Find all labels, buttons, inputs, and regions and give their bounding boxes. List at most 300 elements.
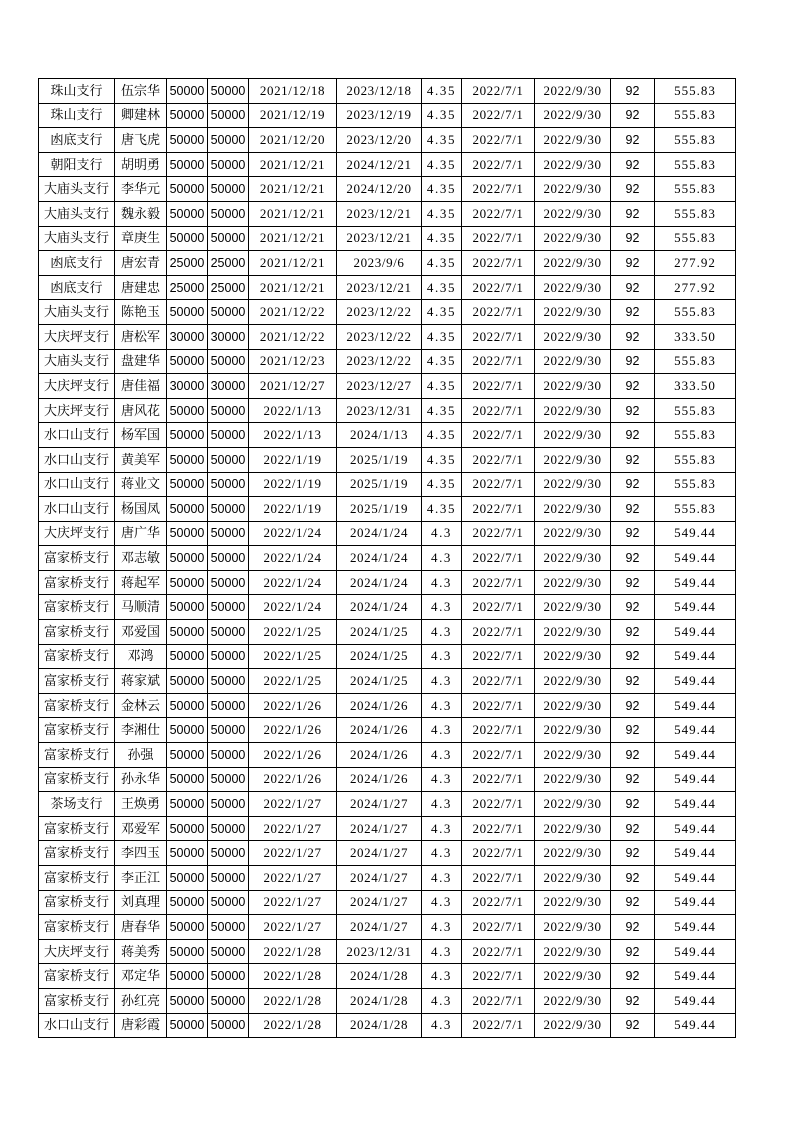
period-end-date-cell: 2022/9/30 [535, 816, 611, 841]
loan-start-date-cell: 2021/12/18 [249, 79, 337, 104]
interest-rate-cell: 4.3 [422, 767, 462, 792]
interest-rate-cell: 4.35 [422, 374, 462, 399]
period-start-date-cell: 2022/7/1 [462, 521, 535, 546]
balance-cell: 50000 [208, 718, 249, 743]
branch-cell: 富家桥支行 [39, 595, 115, 620]
loan-start-date-cell: 2022/1/13 [249, 423, 337, 448]
balance-cell: 50000 [208, 767, 249, 792]
branch-cell: 大庆坪支行 [39, 374, 115, 399]
balance-cell: 50000 [208, 201, 249, 226]
interest-amount-cell: 549.44 [655, 915, 736, 940]
loan-start-date-cell: 2022/1/24 [249, 570, 337, 595]
loan-end-date-cell: 2024/1/27 [337, 890, 422, 915]
table-row [39, 767, 736, 792]
loan-start-date-cell: 2022/1/19 [249, 497, 337, 522]
period-end-date-cell: 2022/9/30 [535, 128, 611, 153]
customer-name-cell: 唐佳福 [115, 374, 167, 399]
interest-rate-cell: 4.35 [422, 423, 462, 448]
table-row [39, 226, 736, 251]
days-cell: 92 [611, 718, 655, 743]
customer-name-cell: 黄美军 [115, 447, 167, 472]
table-row [39, 201, 736, 226]
interest-amount-cell: 555.83 [655, 226, 736, 251]
branch-cell: 富家桥支行 [39, 620, 115, 645]
customer-name-cell: 唐广华 [115, 521, 167, 546]
loan-start-date-cell: 2022/1/13 [249, 398, 337, 423]
period-end-date-cell: 2022/9/30 [535, 743, 611, 768]
interest-rate-cell: 4.35 [422, 251, 462, 276]
period-start-date-cell: 2022/7/1 [462, 595, 535, 620]
customer-name-cell: 唐松军 [115, 324, 167, 349]
interest-amount-cell: 555.83 [655, 423, 736, 448]
table-row [39, 251, 736, 276]
days-cell: 92 [611, 816, 655, 841]
interest-rate-cell: 4.35 [422, 103, 462, 128]
balance-cell: 50000 [208, 620, 249, 645]
days-cell: 92 [611, 324, 655, 349]
loan-amount-cell: 50000 [167, 792, 208, 817]
period-start-date-cell: 2022/7/1 [462, 128, 535, 153]
period-end-date-cell: 2022/9/30 [535, 226, 611, 251]
period-end-date-cell: 2022/9/30 [535, 300, 611, 325]
interest-amount-cell: 555.83 [655, 472, 736, 497]
loan-end-date-cell: 2024/1/26 [337, 767, 422, 792]
interest-rate-cell: 4.3 [422, 915, 462, 940]
period-start-date-cell: 2022/7/1 [462, 300, 535, 325]
balance-cell: 30000 [208, 374, 249, 399]
interest-rate-cell: 4.3 [422, 939, 462, 964]
branch-cell: 珠山支行 [39, 103, 115, 128]
loan-amount-cell: 50000 [167, 1013, 208, 1038]
loan-amount-cell: 50000 [167, 939, 208, 964]
customer-name-cell: 蒋起军 [115, 570, 167, 595]
period-end-date-cell: 2022/9/30 [535, 866, 611, 891]
interest-amount-cell: 549.44 [655, 939, 736, 964]
loan-end-date-cell: 2023/9/6 [337, 251, 422, 276]
loan-start-date-cell: 2022/1/24 [249, 546, 337, 571]
table-row [39, 128, 736, 153]
loan-end-date-cell: 2024/1/27 [337, 915, 422, 940]
table-row [39, 718, 736, 743]
period-start-date-cell: 2022/7/1 [462, 767, 535, 792]
loan-end-date-cell: 2023/12/31 [337, 939, 422, 964]
period-end-date-cell: 2022/9/30 [535, 939, 611, 964]
loan-end-date-cell: 2024/12/20 [337, 177, 422, 202]
period-end-date-cell: 2022/9/30 [535, 718, 611, 743]
customer-name-cell: 唐建忠 [115, 275, 167, 300]
customer-name-cell: 蒋家斌 [115, 669, 167, 694]
period-start-date-cell: 2022/7/1 [462, 374, 535, 399]
balance-cell: 50000 [208, 128, 249, 153]
interest-amount-cell: 549.44 [655, 521, 736, 546]
days-cell: 92 [611, 644, 655, 669]
balance-cell: 50000 [208, 964, 249, 989]
loan-start-date-cell: 2022/1/26 [249, 743, 337, 768]
interest-amount-cell: 555.83 [655, 79, 736, 104]
period-end-date-cell: 2022/9/30 [535, 324, 611, 349]
branch-cell: 大庙头支行 [39, 300, 115, 325]
interest-amount-cell: 549.44 [655, 570, 736, 595]
balance-cell: 50000 [208, 521, 249, 546]
days-cell: 92 [611, 226, 655, 251]
branch-cell: 大庙头支行 [39, 349, 115, 374]
loan-end-date-cell: 2023/12/21 [337, 275, 422, 300]
customer-name-cell: 胡明勇 [115, 152, 167, 177]
customer-name-cell: 卿建林 [115, 103, 167, 128]
days-cell: 92 [611, 792, 655, 817]
days-cell: 92 [611, 669, 655, 694]
loan-start-date-cell: 2022/1/28 [249, 988, 337, 1013]
interest-rate-cell: 4.35 [422, 275, 462, 300]
loan-start-date-cell: 2022/1/27 [249, 866, 337, 891]
period-start-date-cell: 2022/7/1 [462, 497, 535, 522]
loan-amount-cell: 50000 [167, 866, 208, 891]
days-cell: 92 [611, 939, 655, 964]
days-cell: 92 [611, 915, 655, 940]
balance-cell: 50000 [208, 988, 249, 1013]
table-row [39, 349, 736, 374]
balance-cell: 50000 [208, 841, 249, 866]
interest-rate-cell: 4.35 [422, 472, 462, 497]
loan-start-date-cell: 2022/1/19 [249, 472, 337, 497]
loan-amount-cell: 50000 [167, 718, 208, 743]
table-row [39, 324, 736, 349]
loan-end-date-cell: 2024/1/27 [337, 792, 422, 817]
loan-amount-cell: 50000 [167, 349, 208, 374]
interest-rate-cell: 4.35 [422, 226, 462, 251]
loan-amount-cell: 50000 [167, 669, 208, 694]
loan-amount-cell: 30000 [167, 324, 208, 349]
days-cell: 92 [611, 497, 655, 522]
table-row [39, 964, 736, 989]
branch-cell: 水口山支行 [39, 1013, 115, 1038]
period-end-date-cell: 2022/9/30 [535, 497, 611, 522]
interest-amount-cell: 549.44 [655, 1013, 736, 1038]
period-start-date-cell: 2022/7/1 [462, 103, 535, 128]
loan-amount-cell: 25000 [167, 251, 208, 276]
interest-amount-cell: 555.83 [655, 447, 736, 472]
days-cell: 92 [611, 743, 655, 768]
period-start-date-cell: 2022/7/1 [462, 152, 535, 177]
loan-end-date-cell: 2024/1/28 [337, 1013, 422, 1038]
period-start-date-cell: 2022/7/1 [462, 79, 535, 104]
days-cell: 92 [611, 521, 655, 546]
period-start-date-cell: 2022/7/1 [462, 620, 535, 645]
interest-rate-cell: 4.35 [422, 300, 462, 325]
table-row [39, 743, 736, 768]
loan-amount-cell: 25000 [167, 275, 208, 300]
interest-amount-cell: 555.83 [655, 152, 736, 177]
period-end-date-cell: 2022/9/30 [535, 251, 611, 276]
interest-amount-cell: 555.83 [655, 128, 736, 153]
customer-name-cell: 李湘仕 [115, 718, 167, 743]
customer-name-cell: 魏永毅 [115, 201, 167, 226]
interest-amount-cell: 555.83 [655, 103, 736, 128]
interest-amount-cell: 555.83 [655, 349, 736, 374]
interest-rate-cell: 4.35 [422, 398, 462, 423]
loan-start-date-cell: 2022/1/26 [249, 693, 337, 718]
interest-rate-cell: 4.35 [422, 497, 462, 522]
days-cell: 92 [611, 398, 655, 423]
branch-cell: 富家桥支行 [39, 890, 115, 915]
interest-amount-cell: 549.44 [655, 546, 736, 571]
period-end-date-cell: 2022/9/30 [535, 398, 611, 423]
branch-cell: 富家桥支行 [39, 718, 115, 743]
balance-cell: 50000 [208, 816, 249, 841]
balance-cell: 50000 [208, 177, 249, 202]
period-end-date-cell: 2022/9/30 [535, 1013, 611, 1038]
loan-end-date-cell: 2024/1/13 [337, 423, 422, 448]
branch-cell: 富家桥支行 [39, 816, 115, 841]
loan-end-date-cell: 2024/1/25 [337, 644, 422, 669]
loan-start-date-cell: 2021/12/22 [249, 324, 337, 349]
loan-end-date-cell: 2024/1/24 [337, 595, 422, 620]
table-row [39, 841, 736, 866]
table-row [39, 866, 736, 891]
loan-start-date-cell: 2021/12/19 [249, 103, 337, 128]
balance-cell: 50000 [208, 447, 249, 472]
period-end-date-cell: 2022/9/30 [535, 669, 611, 694]
customer-name-cell: 邓志敏 [115, 546, 167, 571]
interest-rate-cell: 4.3 [422, 546, 462, 571]
balance-cell: 50000 [208, 595, 249, 620]
table-row [39, 398, 736, 423]
branch-cell: 大庙头支行 [39, 177, 115, 202]
customer-name-cell: 金林云 [115, 693, 167, 718]
loan-end-date-cell: 2023/12/19 [337, 103, 422, 128]
customer-name-cell: 杨军国 [115, 423, 167, 448]
branch-cell: 大庙头支行 [39, 201, 115, 226]
days-cell: 92 [611, 866, 655, 891]
balance-cell: 50000 [208, 693, 249, 718]
interest-rate-cell: 4.3 [422, 792, 462, 817]
interest-amount-cell: 555.83 [655, 300, 736, 325]
loan-amount-cell: 50000 [167, 103, 208, 128]
loan-start-date-cell: 2021/12/21 [249, 201, 337, 226]
branch-cell: 水口山支行 [39, 447, 115, 472]
branch-cell: 富家桥支行 [39, 743, 115, 768]
loan-start-date-cell: 2022/1/27 [249, 816, 337, 841]
period-end-date-cell: 2022/9/30 [535, 349, 611, 374]
branch-cell: 富家桥支行 [39, 964, 115, 989]
period-start-date-cell: 2022/7/1 [462, 743, 535, 768]
days-cell: 92 [611, 988, 655, 1013]
period-end-date-cell: 2022/9/30 [535, 472, 611, 497]
loan-start-date-cell: 2021/12/21 [249, 152, 337, 177]
balance-cell: 50000 [208, 226, 249, 251]
days-cell: 92 [611, 620, 655, 645]
days-cell: 92 [611, 546, 655, 571]
period-start-date-cell: 2022/7/1 [462, 915, 535, 940]
loan-end-date-cell: 2024/1/27 [337, 841, 422, 866]
loan-amount-cell: 50000 [167, 423, 208, 448]
customer-name-cell: 孙强 [115, 743, 167, 768]
customer-name-cell: 王焕勇 [115, 792, 167, 817]
customer-name-cell: 邓鸿 [115, 644, 167, 669]
period-start-date-cell: 2022/7/1 [462, 866, 535, 891]
days-cell: 92 [611, 1013, 655, 1038]
period-end-date-cell: 2022/9/30 [535, 792, 611, 817]
loan-start-date-cell: 2022/1/24 [249, 595, 337, 620]
period-start-date-cell: 2022/7/1 [462, 1013, 535, 1038]
period-end-date-cell: 2022/9/30 [535, 620, 611, 645]
loan-amount-cell: 50000 [167, 398, 208, 423]
period-start-date-cell: 2022/7/1 [462, 792, 535, 817]
interest-rate-cell: 4.3 [422, 669, 462, 694]
balance-cell: 50000 [208, 644, 249, 669]
period-start-date-cell: 2022/7/1 [462, 939, 535, 964]
balance-cell: 50000 [208, 743, 249, 768]
loan-start-date-cell: 2021/12/22 [249, 300, 337, 325]
interest-rate-cell: 4.3 [422, 890, 462, 915]
balance-cell: 25000 [208, 251, 249, 276]
table-row [39, 497, 736, 522]
interest-amount-cell: 549.44 [655, 816, 736, 841]
period-start-date-cell: 2022/7/1 [462, 201, 535, 226]
loan-amount-cell: 50000 [167, 128, 208, 153]
branch-cell: 大庆坪支行 [39, 324, 115, 349]
customer-name-cell: 唐彩霞 [115, 1013, 167, 1038]
table-row [39, 103, 736, 128]
customer-name-cell: 邓爱军 [115, 816, 167, 841]
interest-rate-cell: 4.35 [422, 79, 462, 104]
branch-cell: 富家桥支行 [39, 767, 115, 792]
customer-name-cell: 孙红亮 [115, 988, 167, 1013]
balance-cell: 50000 [208, 1013, 249, 1038]
period-start-date-cell: 2022/7/1 [462, 570, 535, 595]
interest-amount-cell: 549.44 [655, 767, 736, 792]
period-end-date-cell: 2022/9/30 [535, 546, 611, 571]
table-row [39, 620, 736, 645]
customer-name-cell: 孙永华 [115, 767, 167, 792]
period-end-date-cell: 2022/9/30 [535, 595, 611, 620]
period-end-date-cell: 2022/9/30 [535, 964, 611, 989]
loan-start-date-cell: 2021/12/23 [249, 349, 337, 374]
interest-amount-cell: 549.44 [655, 743, 736, 768]
table-row [39, 1013, 736, 1038]
period-start-date-cell: 2022/7/1 [462, 890, 535, 915]
interest-amount-cell: 333.50 [655, 324, 736, 349]
loan-start-date-cell: 2022/1/25 [249, 644, 337, 669]
branch-cell: 凼底支行 [39, 128, 115, 153]
branch-cell: 富家桥支行 [39, 915, 115, 940]
interest-rate-cell: 4.3 [422, 620, 462, 645]
customer-name-cell: 刘真理 [115, 890, 167, 915]
balance-cell: 50000 [208, 398, 249, 423]
document-sheet [38, 78, 735, 1038]
days-cell: 92 [611, 570, 655, 595]
customer-name-cell: 杨国凤 [115, 497, 167, 522]
interest-amount-cell: 333.50 [655, 374, 736, 399]
period-start-date-cell: 2022/7/1 [462, 546, 535, 571]
interest-rate-cell: 4.3 [422, 841, 462, 866]
loan-amount-cell: 50000 [167, 620, 208, 645]
branch-cell: 富家桥支行 [39, 841, 115, 866]
days-cell: 92 [611, 595, 655, 620]
balance-cell: 30000 [208, 324, 249, 349]
loan-start-date-cell: 2021/12/20 [249, 128, 337, 153]
interest-amount-cell: 549.44 [655, 792, 736, 817]
period-end-date-cell: 2022/9/30 [535, 177, 611, 202]
loan-start-date-cell: 2021/12/21 [249, 226, 337, 251]
interest-amount-cell: 555.83 [655, 201, 736, 226]
days-cell: 92 [611, 890, 655, 915]
branch-cell: 水口山支行 [39, 497, 115, 522]
loan-amount-cell: 50000 [167, 570, 208, 595]
interest-rate-cell: 4.35 [422, 447, 462, 472]
loan-amount-cell: 50000 [167, 447, 208, 472]
balance-cell: 50000 [208, 103, 249, 128]
period-end-date-cell: 2022/9/30 [535, 521, 611, 546]
table-row [39, 939, 736, 964]
balance-cell: 50000 [208, 866, 249, 891]
loan-start-date-cell: 2021/12/21 [249, 251, 337, 276]
period-start-date-cell: 2022/7/1 [462, 964, 535, 989]
interest-amount-cell: 549.44 [655, 866, 736, 891]
balance-cell: 50000 [208, 669, 249, 694]
loan-amount-cell: 50000 [167, 644, 208, 669]
table-row [39, 915, 736, 940]
loan-amount-cell: 50000 [167, 546, 208, 571]
loan-amount-cell: 50000 [167, 226, 208, 251]
period-end-date-cell: 2022/9/30 [535, 79, 611, 104]
loan-end-date-cell: 2025/1/19 [337, 497, 422, 522]
customer-name-cell: 陈艳玉 [115, 300, 167, 325]
loan-amount-cell: 50000 [167, 915, 208, 940]
customer-name-cell: 章庚生 [115, 226, 167, 251]
period-end-date-cell: 2022/9/30 [535, 275, 611, 300]
loan-end-date-cell: 2024/1/28 [337, 988, 422, 1013]
interest-amount-cell: 555.83 [655, 398, 736, 423]
period-end-date-cell: 2022/9/30 [535, 374, 611, 399]
loan-end-date-cell: 2023/12/22 [337, 300, 422, 325]
branch-cell: 大庙头支行 [39, 226, 115, 251]
period-start-date-cell: 2022/7/1 [462, 644, 535, 669]
loan-end-date-cell: 2024/1/27 [337, 866, 422, 891]
loan-end-date-cell: 2024/1/24 [337, 546, 422, 571]
balance-cell: 50000 [208, 300, 249, 325]
branch-cell: 富家桥支行 [39, 546, 115, 571]
loan-end-date-cell: 2023/12/21 [337, 226, 422, 251]
branch-cell: 富家桥支行 [39, 570, 115, 595]
table-row [39, 521, 736, 546]
days-cell: 92 [611, 447, 655, 472]
loan-start-date-cell: 2022/1/26 [249, 767, 337, 792]
loan-start-date-cell: 2022/1/28 [249, 1013, 337, 1038]
branch-cell: 朝阳支行 [39, 152, 115, 177]
days-cell: 92 [611, 693, 655, 718]
table-row [39, 177, 736, 202]
interest-rate-cell: 4.3 [422, 570, 462, 595]
branch-cell: 珠山支行 [39, 79, 115, 104]
balance-cell: 50000 [208, 890, 249, 915]
balance-cell: 50000 [208, 546, 249, 571]
interest-amount-cell: 549.44 [655, 693, 736, 718]
interest-amount-cell: 549.44 [655, 620, 736, 645]
interest-amount-cell: 277.92 [655, 275, 736, 300]
period-start-date-cell: 2022/7/1 [462, 669, 535, 694]
loan-amount-cell: 50000 [167, 816, 208, 841]
interest-amount-cell: 555.83 [655, 497, 736, 522]
period-end-date-cell: 2022/9/30 [535, 767, 611, 792]
interest-rate-cell: 4.3 [422, 595, 462, 620]
loan-amount-cell: 50000 [167, 472, 208, 497]
loan-start-date-cell: 2022/1/24 [249, 521, 337, 546]
table-row [39, 472, 736, 497]
days-cell: 92 [611, 841, 655, 866]
table-row [39, 669, 736, 694]
days-cell: 92 [611, 275, 655, 300]
